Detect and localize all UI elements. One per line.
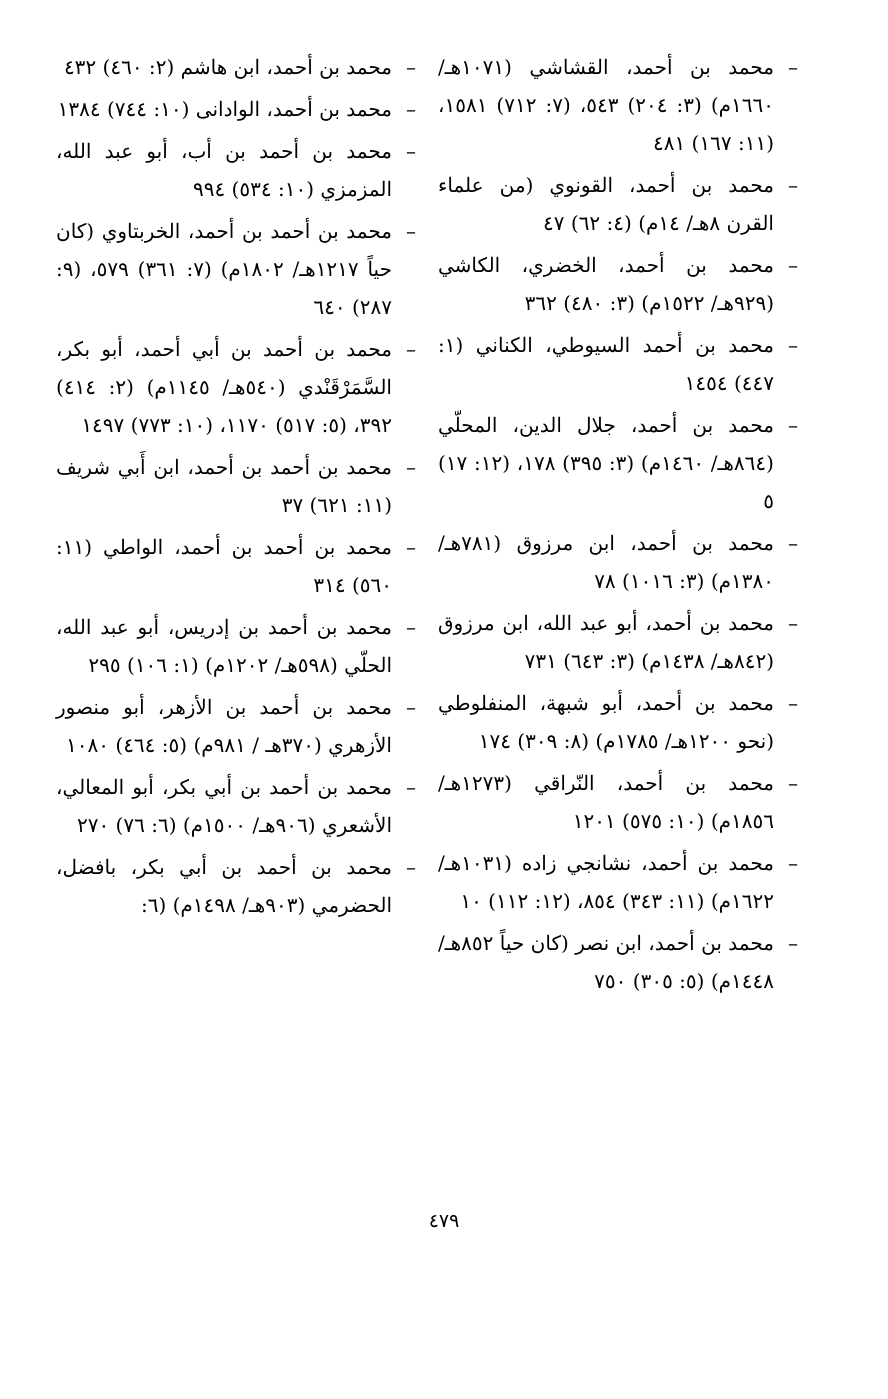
- index-entry: [438, 524, 798, 600]
- index-entry: [56, 608, 416, 684]
- entry-text: محمد بن أحمد، ابن هاشم (٢: ٤٦٠) ٤٣٢: [63, 55, 392, 79]
- right-column: [438, 48, 798, 1004]
- entry-text: محمد بن أحمد بن أبي بكر، أبو المعالي، الأشعري (٩٠٦هـ/ ١٥٠٠م) (٦: ٧٦) ٢٧٠: [56, 775, 392, 837]
- entry-dash: –: [788, 413, 798, 437]
- entry-dash: –: [406, 219, 416, 243]
- index-entry: [438, 166, 798, 242]
- entry-dash: –: [406, 55, 416, 79]
- index-entry: [56, 48, 416, 86]
- entry-dash: –: [788, 173, 798, 197]
- index-entry: [56, 688, 416, 764]
- entry-text: محمد بن أحمد بن إدريس، أبو عبد الله، الحلّي (٥٩٨هـ/ ١٢٠٢م) (١: ١٠٦) ٢٩٥: [56, 615, 392, 677]
- index-entry: [438, 406, 798, 520]
- index-entry: [438, 764, 798, 840]
- index-entry: [56, 848, 416, 924]
- entry-dash: –: [406, 695, 416, 719]
- entry-dash: –: [788, 771, 798, 795]
- entry-text: محمد بن أحمد، أبو شبهة، المنفلوطي (نحو ١٢٠٠هـ/ ١٧٨٥م) (٨: ٣٠٩) ١٧٤: [438, 691, 774, 753]
- index-entry: [56, 132, 416, 208]
- entry-dash: –: [788, 851, 798, 875]
- entry-text: محمد بن أحمد، نشانجي زاده (١٠٣١هـ/ ١٦٢٢م) (١١: ٣٤٣) ٨٥٤، (١٢: ١١٢) ١٠: [438, 851, 774, 913]
- index-entry: [56, 212, 416, 326]
- entry-dash: –: [406, 97, 416, 121]
- entry-dash: –: [406, 855, 416, 879]
- index-entry: [438, 246, 798, 322]
- entry-text: محمد بن أحمد، القونوي (من علماء القرن ٨هـ/ ١٤م) (٤: ٦٢) ٤٧: [438, 173, 774, 235]
- entry-dash: –: [406, 775, 416, 799]
- index-entry: [56, 528, 416, 604]
- entry-dash: –: [406, 455, 416, 479]
- entry-dash: –: [788, 333, 798, 357]
- entry-text: محمد بن أحمد، جلال الدين، المحلّي (٨٦٤هـ/ ١٤٦٠م) (٣: ٣٩٥) ١٧٨، (١٢: ١٧) ٥: [438, 413, 774, 513]
- entry-text: محمد بن أحمد، ابن مرزوق (٧٨١هـ/ ١٣٨٠م) (٣: ١٠١٦) ٧٨: [438, 531, 774, 593]
- entry-text: محمد بن أحمد بن أحمد، الواطي (١١: ٥٦٠) ٣١٤: [56, 535, 392, 597]
- entry-text: محمد بن أحمد بن أبي أحمد، أبو بكر، السَّمَرْقَنْدي (٥٤٠هـ/ ١١٤٥م) (٢: ٤١٤) ٣٩٢، (٥: ٥١٧) ١١٧٠، (١٠: ٧٧٣) ١٤٩٧: [56, 337, 392, 437]
- entry-dash: –: [788, 691, 798, 715]
- index-entry: [438, 844, 798, 920]
- entry-text: محمد بن أحمد بن أبي بكر، بافضل، الحضرمي (٩٠٣هـ/ ١٤٩٨م) (٦:: [56, 855, 392, 917]
- entry-dash: –: [788, 931, 798, 955]
- index-entry: [438, 924, 798, 1000]
- entry-text: محمد بن أحمد بن أحمد، ابن أَبي شريف (١١: ٦٢١) ٣٧: [56, 455, 392, 517]
- entry-text: محمد بن أحمد، القشاشي (١٠٧١هـ/ ١٦٦٠م) (٣: ٢٠٤) ٥٤٣، (٧: ٧١٢) ١٥٨١، (١١: ١٦٧) ٤٨١: [438, 55, 774, 155]
- index-entry: [438, 684, 798, 760]
- left-column: [56, 48, 416, 928]
- index-entry: [438, 326, 798, 402]
- entry-dash: –: [406, 535, 416, 559]
- entry-dash: –: [406, 139, 416, 163]
- entry-text: محمد بن أحمد، النّراقي (١٢٧٣هـ/ ١٨٥٦م) (١٠: ٥٧٥) ١٢٠١: [438, 771, 774, 833]
- entry-text: محمد بن أحمد، الخضري، الكاشي (٩٢٩هـ/ ١٥٢٢م) (٣: ٤٨٠) ٣٦٢: [438, 253, 774, 315]
- index-entry: [56, 768, 416, 844]
- page-number: ٤٧٩: [428, 1210, 460, 1232]
- entry-text: محمد بن أحمد بن الأزهر، أبو منصور الأزهري (٣٧٠هـ / ٩٨١م) (٥: ٤٦٤) ١٠٨٠: [56, 695, 392, 757]
- index-entry: [56, 448, 416, 524]
- index-entry: [56, 90, 416, 128]
- entry-text: محمد بن أحمد، أبو عبد الله، ابن مرزوق (٨٤٢هـ/ ١٤٣٨م) (٣: ٦٤٣) ٧٣١: [438, 611, 774, 673]
- entry-text: محمد بن أحمد السيوطي، الكناني (١: ٤٤٧) ١٤٥٤: [438, 333, 774, 395]
- entry-dash: –: [788, 55, 798, 79]
- entry-text: محمد بن أحمد، ابن نصر (كان حياً ٨٥٢هـ/ ١٤٤٨م) (٥: ٣٠٥) ٧٥٠: [438, 931, 774, 993]
- index-entry: [438, 48, 798, 162]
- entry-dash: –: [406, 337, 416, 361]
- entry-dash: –: [788, 611, 798, 635]
- entry-text: محمد بن أحمد بن أب، أبو عبد الله، المزمزي (١٠: ٥٣٤) ٩٩٤: [56, 139, 392, 201]
- entry-dash: –: [788, 531, 798, 555]
- entry-dash: –: [406, 615, 416, 639]
- index-entry: [56, 330, 416, 444]
- index-entry: [438, 604, 798, 680]
- entry-dash: –: [788, 253, 798, 277]
- entry-text: محمد بن أحمد، الوادانى (١٠: ٧٤٤) ١٣٨٤: [57, 97, 392, 121]
- entry-text: محمد بن أحمد بن أحمد، الخربتاوي (كان حياً ١٢١٧هـ/ ١٨٠٢م) (٧: ٣٦١) ٥٧٩، (٩: ٢٨٧) ٦٤٠: [56, 219, 392, 319]
